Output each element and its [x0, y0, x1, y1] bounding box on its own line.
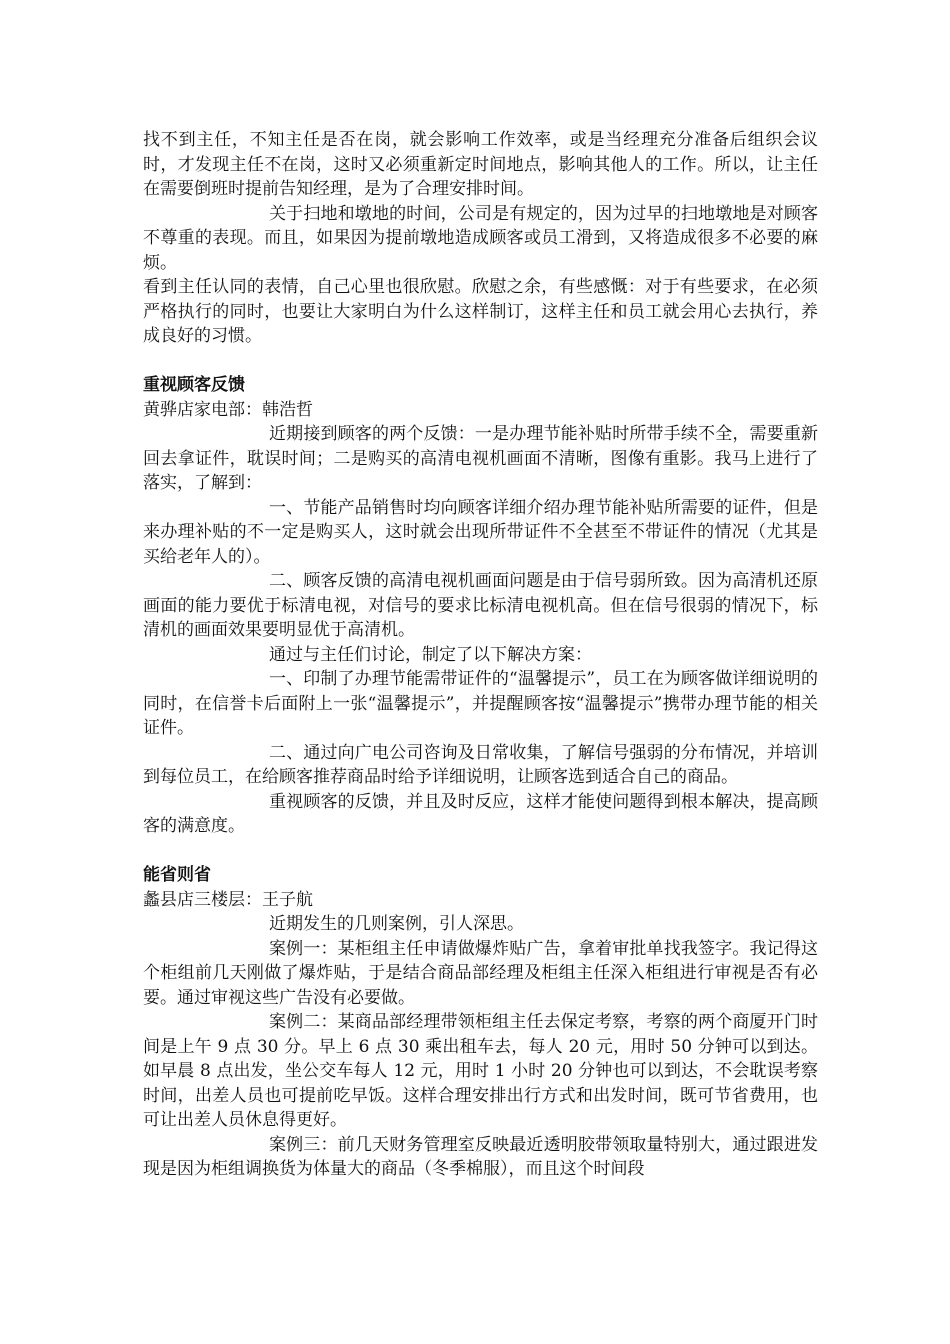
section-spacer: [143, 839, 818, 864]
paragraph: 近期接到顾客的两个反馈：一是办理节能补贴时所带手续不全，需要重新回去拿证件，耽误时间；二是购买的高清电视机画面不清晰，图像有重影。我马上进行了落实，了解到：: [143, 424, 818, 493]
paragraph: 重视顾客的反馈，并且及时反应，这样才能使问题得到根本解决，提高顾客的满意度。: [143, 791, 818, 836]
section-spacer: [143, 349, 818, 374]
paragraph: 找不到主任，不知主任是否在岗，就会影响工作效率，或是当经理充分准备后组织会议时，才发现主任不在岗，这时又必须重新定时间地点，影响其他人的工作。所以，让主任在需要倒班时提前告知经理，是为了合理安排时间。: [143, 130, 818, 199]
paragraph: 案例一：某柜组主任申请做爆炸贴广告，拿着审批单找我签字。我记得这个柜组前几天刚做了爆炸贴，于是结合商品部经理及柜组主任深入柜组进行审视是否有必要。通过审视这些广告没有必要做。: [143, 938, 818, 1008]
section-save-cost: [143, 863, 818, 1182]
section-intro: [143, 128, 818, 349]
section-title: 能省则省: [143, 865, 211, 885]
paragraph: 二、顾客反馈的高清电视机画面问题是由于信号弱所致。因为高清机还原画面的能力要优于标清电视，对信号的要求比标清电视机高。但在信号很弱的情况下，标清机的画面效果要明显优于高清机。: [143, 571, 818, 640]
paragraph: 一、节能产品销售时均向顾客详细介绍办理节能补贴所需要的证件，但是来办理补贴的不一定是购买人，这时就会出现所带证件不全甚至不带证件的情况（尤其是买给老年人的）。: [143, 497, 818, 567]
paragraph: 近期发生的几则案例，引人深思。: [269, 914, 524, 934]
paragraph: 关于扫地和墩地的时间，公司是有规定的，因为过早的扫地墩地是对顾客不尊重的表现。而且，如果因为提前墩地造成顾客或员工滑到，又将造成很多不必要的麻烦。: [143, 203, 818, 273]
section-customer-feedback: [143, 373, 818, 839]
paragraph: 通过与主任们讨论，制定了以下解决方案：: [269, 644, 592, 665]
paragraph: 一、印制了办理节能需带证件的“温馨提示”，员工在为顾客做详细说明的同时，在信誉卡后面附上一张“温馨提示”，并提醒顾客按“温馨提示”携带办理节能的相关证件。: [143, 669, 818, 738]
paragraph: 案例二：某商品部经理带领柜组主任去保定考察，考察的两个商厦开门时间是上午 9 点 30 分。早上 6 点 30 乘出租车去，每人 20 元，用时 50 分钟可以到达。如早晨 8 点出发，坐公交车每人 12 元，用时 1 小时 20 分钟也可以到达，不会耽误考察时间，出差人员也可提前吃早饭。这样合理安排出行方式和出发时间，既可节省费用，也可让出差人员休息得更好。: [143, 1012, 818, 1130]
section-title: 重视顾客反馈: [143, 375, 245, 395]
paragraph: 案例三：前几天财务管理室反映最近透明胶带领取量特别大，通过跟进发现是因为柜组调换货为体量大的商品（冬季棉服），而且这个时间段: [143, 1134, 818, 1179]
section-author: 黄骅店家电部：韩浩哲: [143, 399, 313, 420]
document-page: [143, 128, 818, 1182]
section-author: 蠡县店三楼层：王子航: [143, 889, 313, 910]
paragraph: 二、通过向广电公司咨询及日常收集，了解信号强弱的分布情况，并培训到每位员工，在给顾客推荐商品时给予详细说明，让顾客选到适合自己的商品。: [143, 742, 818, 787]
paragraph: 看到主任认同的表情，自己心里也很欣慰。欣慰之余，有些感慨：对于有些要求，在必须严格执行的同时，也要让大家明白为什么这样制订，这样主任和员工就会用心去执行，养成良好的习惯。: [143, 277, 818, 346]
